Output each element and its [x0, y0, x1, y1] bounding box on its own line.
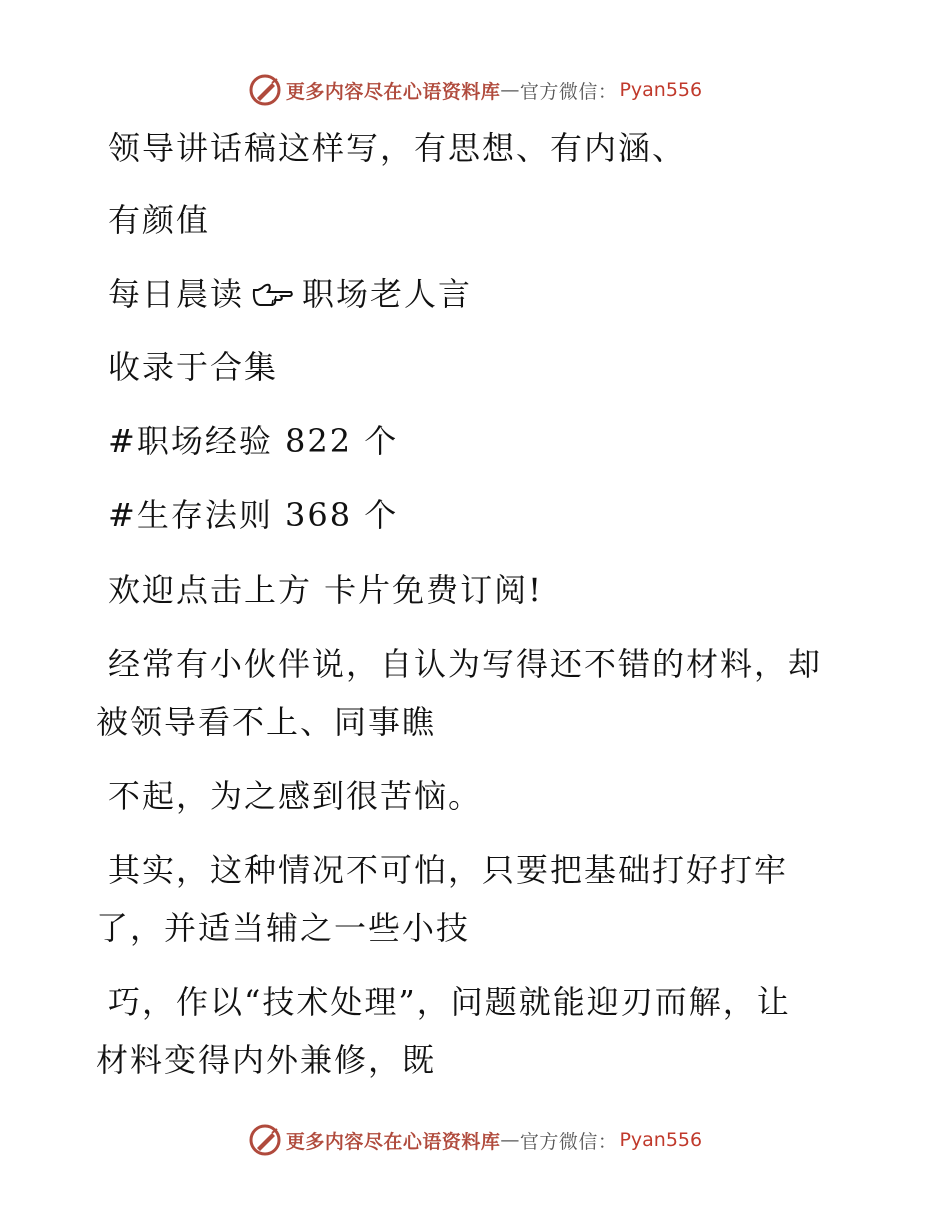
tag-workplace-experience[interactable]: #职场经验 822 个: [108, 422, 399, 460]
quill-seal-icon: [248, 73, 282, 107]
morning-read-source: 职场老人言: [302, 275, 473, 313]
header-banner: [0, 70, 950, 110]
morning-read-line: [108, 274, 472, 314]
collection-label: 收录于合集: [108, 348, 279, 386]
paragraph-3-line-2: 材料变得内外兼修，既: [96, 1041, 437, 1079]
paragraph-2-line-1: 其实，这种情况不可怕，只要把基础打好打牢: [108, 851, 789, 889]
banner-site: 更多内容尽在心语资料库: [285, 1130, 501, 1153]
banner-label: 官方微信：: [519, 80, 618, 103]
paragraph-1-line-2: 被领导看不上、同事瞧: [96, 703, 437, 741]
paragraph-1-line-1: 经常有小伙伴说，自认为写得还不错的材料，却: [108, 645, 823, 683]
footer-banner: [0, 1120, 950, 1160]
pointing-hand-icon: [250, 280, 294, 310]
tag-survival-rules[interactable]: #生存法则 368 个: [108, 496, 399, 534]
banner-dash: —: [500, 79, 520, 101]
banner-label: 官方微信：: [519, 1130, 618, 1153]
banner-wechat-id: Pyan556: [619, 1129, 703, 1151]
subscribe-prompt: 欢迎点击上方 卡片免费订阅!: [108, 571, 544, 609]
quill-seal-icon: [248, 1123, 282, 1157]
title-line-1: 领导讲话稿这样写，有思想、有内涵、: [108, 129, 687, 167]
paragraph-1-line-3: 不起，为之感到很苦恼。: [108, 777, 483, 815]
banner-dash: —: [500, 1129, 520, 1151]
paragraph-3-line-1: 巧，作以“技术处理”，问题就能迎刃而解，让: [108, 983, 791, 1021]
title-line-2: 有颜值: [108, 201, 211, 239]
banner-site: 更多内容尽在心语资料库: [285, 80, 501, 103]
banner-wechat-id: Pyan556: [619, 79, 703, 101]
morning-read-label: 每日晨读: [108, 275, 245, 313]
paragraph-2-line-2: 了，并适当辅之一些小技: [96, 909, 471, 947]
